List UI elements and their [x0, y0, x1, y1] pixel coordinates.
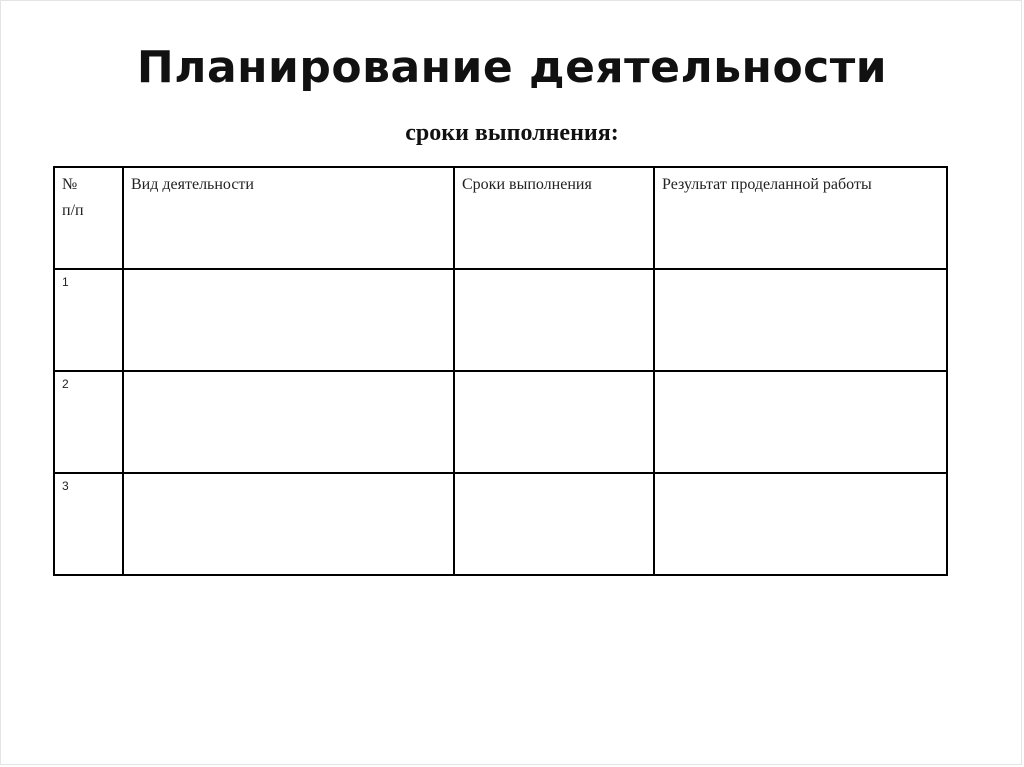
row-number: 2: [62, 377, 69, 391]
activity-cell: [123, 473, 454, 575]
header-number-abbrev: п/п: [62, 202, 84, 219]
activity-cell: [123, 371, 454, 473]
header-cell-result: [654, 167, 947, 269]
table-row: [54, 473, 947, 575]
result-cell: [654, 473, 947, 575]
deadline-cell: [454, 269, 654, 371]
deadline-cell: [454, 371, 654, 473]
header-cell-number: [54, 167, 123, 269]
row-number-cell: [54, 269, 123, 371]
table-row: [54, 371, 947, 473]
row-number: 3: [62, 479, 69, 493]
table-row: [54, 269, 947, 371]
header-deadline-label: Сроки выполнения: [462, 176, 592, 193]
header-number-symbol: №: [62, 176, 78, 193]
result-cell: [654, 371, 947, 473]
deadline-cell: [454, 473, 654, 575]
slide-title: Планирование деятельности: [136, 42, 888, 93]
table-header-row: [54, 167, 947, 269]
result-cell: [654, 269, 947, 371]
activity-plan-table: [53, 166, 948, 576]
row-number-cell: [54, 371, 123, 473]
header-activity-label: Вид деятельности: [131, 176, 254, 193]
row-number-cell: [54, 473, 123, 575]
header-cell-deadline: [454, 167, 654, 269]
header-cell-activity: [123, 167, 454, 269]
header-result-label: Результат проделанной работы: [662, 176, 872, 193]
row-number: 1: [62, 275, 69, 289]
activity-cell: [123, 269, 454, 371]
slide-subtitle: сроки выполнения:: [405, 120, 619, 146]
